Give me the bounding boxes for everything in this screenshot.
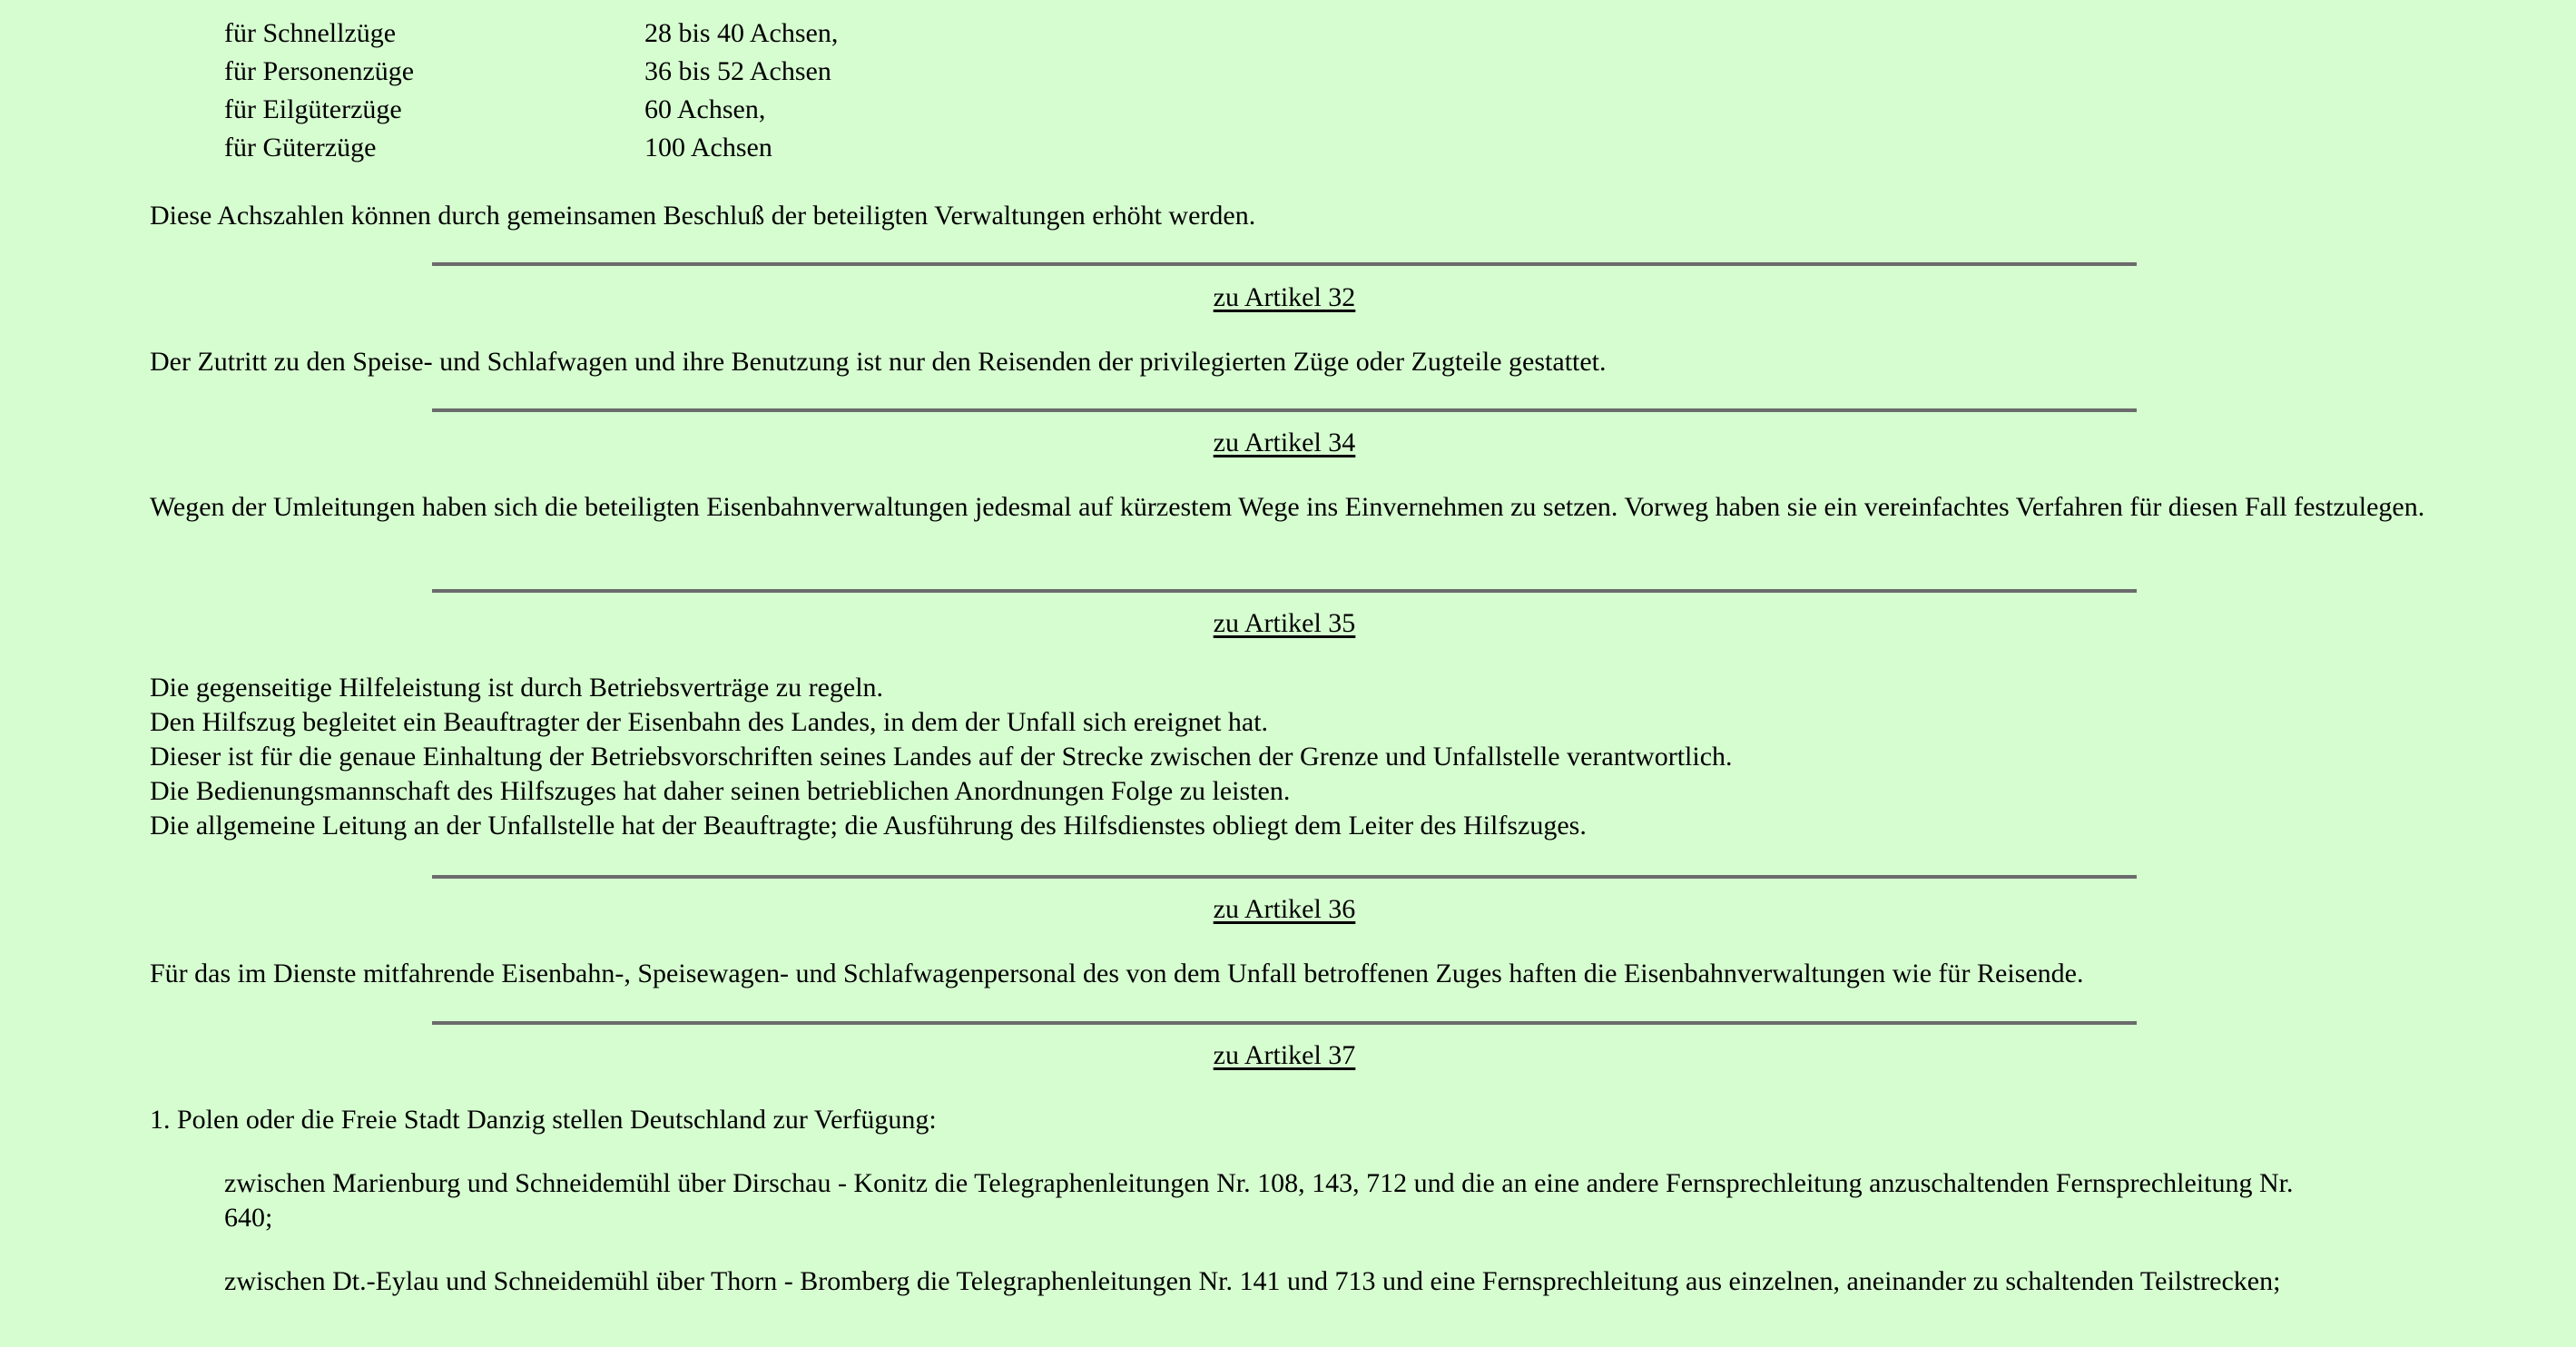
section-heading [0,426,2569,460]
section-heading [0,280,2569,315]
train-type-label: für Personenzüge [224,56,415,86]
article-37-link[interactable]: zu Artikel 37 [1213,1040,1356,1070]
table-row [224,16,838,54]
train-type-label: für Schnellzüge [224,18,397,48]
table-row [224,93,838,131]
section-heading [0,606,2569,641]
text-line: Die gegenseitige Hilfeleistung ist durch Betriebsverträge zu regeln. [150,673,884,703]
axle-count-table [224,16,838,169]
section-heading [0,892,2569,927]
article-32-link[interactable]: zu Artikel 32 [1213,282,1356,312]
article-35-link[interactable]: zu Artikel 35 [1213,608,1356,638]
axle-note-paragraph: Diese Achszahlen können durch gemeinsamen Beschluß der beteiligten Verwaltungen erhöht werden. [150,201,1256,231]
article-35-paragraph [150,671,2446,843]
section-divider [432,408,2137,412]
list-item: zwischen Dt.-Eylau und Schneidemühl über Thorn - Bromberg die Telegraphenleitungen Nr. 141 und 713 und eine Fernsprechleitung aus einzelnen, aneinander zu schaltenden Teilstrecken; [224,1266,2281,1296]
axle-count-value: 100 Achsen [644,133,772,162]
text-line: Die Bedienungsmannschaft des Hilfszuges hat daher seinen betrieblichen Anordnungen Folge zu leisten. [150,776,1291,806]
section-divider [432,875,2137,879]
train-type-label: für Eilgüterzüge [224,94,402,124]
article-34-link[interactable]: zu Artikel 34 [1213,428,1356,457]
table-row [224,131,838,169]
article-32-paragraph: Der Zutritt zu den Speise- und Schlafwagen und ihre Benutzung ist nur den Reisenden der privilegierten Züge oder Zugteile gestattet. [150,347,1607,377]
article-34-paragraph: Wegen der Umleitungen haben sich die beteiligten Eisenbahnverwaltungen jedesmal auf kürzestem Wege ins Einvernehmen zu setzen. Vorweg haben sie ein vereinfachtes Verfahren für diesen Fall festzulegen. [150,492,2425,522]
section-divider [432,589,2137,593]
article-36-link[interactable]: zu Artikel 36 [1213,894,1356,924]
axle-count-value: 60 Achsen, [644,94,766,124]
section-divider [432,262,2137,266]
section-divider [432,1021,2137,1025]
text-line: Den Hilfszug begleitet ein Beauftragter der Eisenbahn des Landes, in dem der Unfall sich ereignet hat. [150,707,1269,737]
table-row [224,54,838,93]
axle-count-value: 36 bis 52 Achsen [644,56,831,86]
text-line: Dieser ist für die genaue Einhaltung der Betriebsvorschriften seines Landes auf der Strecke zwischen der Grenze und Unfallstelle verantwortlich. [150,742,1733,772]
axle-count-value: 28 bis 40 Achsen, [644,18,839,48]
train-type-label: für Güterzüge [224,133,377,162]
text-line: Die allgemeine Leitung an der Unfallstelle hat der Beauftragte; die Ausführung des Hilfsdienstes obliegt dem Leiter des Hilfszuges. [150,811,1587,841]
article-37-intro: 1. Polen oder die Freie Stadt Danzig stellen Deutschland zur Verfügung: [150,1105,937,1135]
article-36-paragraph: Für das im Dienste mitfahrende Eisenbahn-, Speisewagen- und Schlafwagenpersonal des von dem Unfall betroffenen Zuges haften die Eisenbahnverwaltungen wie für Reisende. [150,959,2084,988]
list-item: zwischen Marienburg und Schneidemühl über Dirschau - Konitz die Telegraphenleitungen Nr. 108, 143, 712 und die an eine andere Fernsprechleitung anzuschaltenden Fernsprechleitung Nr. 640; [224,1168,2294,1233]
section-heading [0,1038,2569,1073]
